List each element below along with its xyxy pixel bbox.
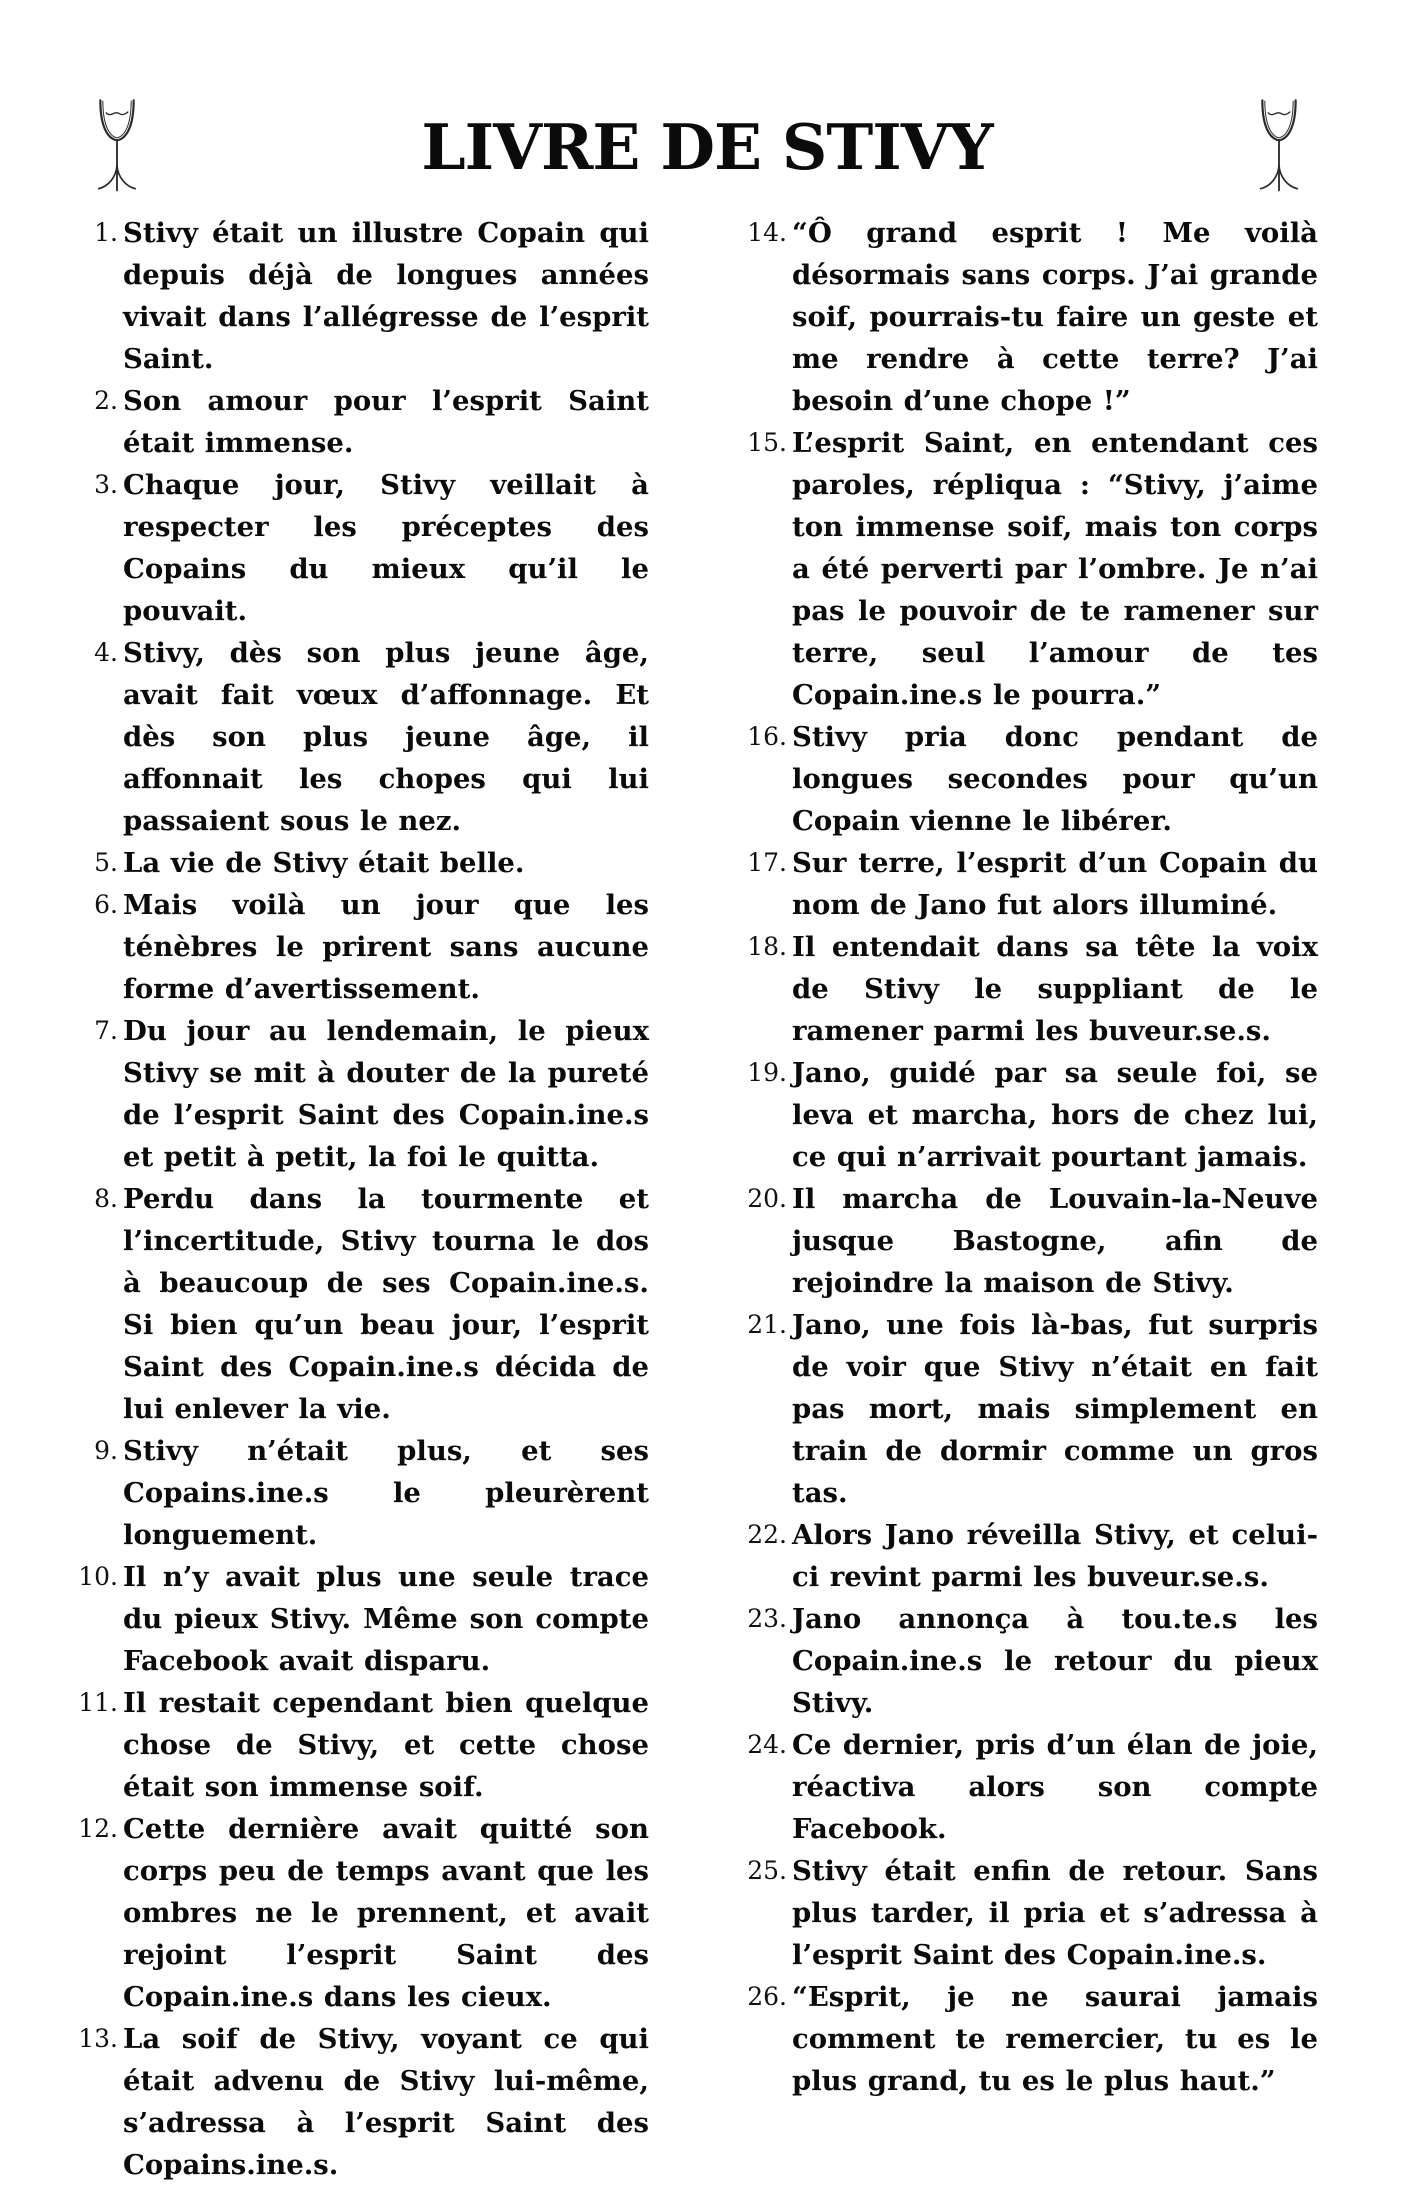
verse-item [78,842,649,884]
two-column-text [0,160,1414,2186]
verse-item [747,1514,1318,1598]
verse-item [78,1808,649,2018]
verse-number: 21. [747,1310,787,1339]
verse-number: 22. [747,1520,787,1549]
verse-item [747,1850,1318,1976]
verse-text: Chaque jour, Stivy veillait à respecter les préceptes des Copains du mieux qu’il le pouvait. [123,469,649,627]
verse-number: 18. [747,932,787,961]
verse-item [747,842,1318,926]
verse-text: Jano, guidé par sa seule foi, se leva et marcha, hors de chez lui, ce qui n’arrivait pourtant jamais. [792,1057,1318,1173]
verse-item [78,380,649,464]
verse-text: Jano annonça à tou.te.s les Copain.ine.s le retour du pieux Stivy. [792,1603,1318,1719]
verse-number: 13. [78,2024,118,2053]
verse-number: 1. [94,218,118,247]
verse-text: Stivy pria donc pendant de longues secondes pour qu’un Copain vienne le libérer. [792,721,1318,837]
verse-text: La vie de Stivy était belle. [123,847,525,879]
verse-number: 9. [94,1436,118,1465]
wine-glass-icon [1254,96,1304,198]
verse-number: 5. [94,848,118,877]
verse-item [747,926,1318,1052]
verse-number: 6. [94,890,118,919]
verse-item [78,464,649,632]
verse-text: Perdu dans la tourmente et l’incertitude, Stivy tourna le dos à beaucoup de ses Copain.ine.s. Si bien qu’un beau jour, l’esprit Saint des Copain.ine.s décida de lui enlever la vie. [123,1183,649,1425]
verse-text: Ce dernier, pris d’un élan de joie, réactiva alors son compte Facebook. [792,1729,1318,1845]
verse-text: Cette dernière avait quitté son corps peu de temps avant que les ombres ne le prennent, et avait rejoint l’esprit Saint des Copain.ine.s dans les cieux. [123,1813,649,2013]
verse-item [78,1430,649,1556]
verse-item [747,1178,1318,1304]
verse-number: 4. [94,638,118,667]
verse-text: Du jour au lendemain, le pieux Stivy se mit à douter de la pureté de l’esprit Saint des Copain.ine.s et petit à petit, la foi le quitta. [123,1015,649,1173]
verse-number: 10. [78,1562,118,1591]
verse-number: 25. [747,1856,787,1885]
verse-number: 8. [94,1184,118,1213]
verse-item [78,884,649,1010]
verse-item [747,1598,1318,1724]
verse-number: 23. [747,1604,787,1633]
verse-number: 16. [747,722,787,751]
verse-list-right [747,212,1318,2186]
verse-item [747,422,1318,716]
verse-number: 24. [747,1730,787,1759]
verse-text: Alors Jano réveilla Stivy, et celui-ci revint parmi les buveur.se.s. [792,1519,1318,1593]
verse-text: Il marcha de Louvain-la-Neuve jusque Bastogne, afin de rejoindre la maison de Stivy. [792,1183,1318,1299]
verse-text: L’esprit Saint, en entendant ces paroles, répliqua : “Stivy, j’aime ton immense soif, mais ton corps a été perverti par l’ombre. Je n’ai pas le pouvoir de te ramener sur terre, seul l’amour de tes Copain.ine.s le pourra.” [792,427,1318,711]
verse-item [747,1304,1318,1514]
verse-text: Il restait cependant bien quelque chose de Stivy, et cette chose était son immense soif. [123,1687,649,1803]
verse-item [78,1682,649,1808]
verse-item [747,1724,1318,1850]
verse-text: La soif de Stivy, voyant ce qui était advenu de Stivy lui-même, s’adressa à l’esprit Saint des Copains.ine.s. [123,2023,649,2181]
verse-item [78,1178,649,1430]
verse-item [78,2018,649,2186]
verse-item [78,212,649,380]
verse-number: 15. [747,428,787,457]
verse-item [747,212,1318,422]
verse-text: Sur terre, l’esprit d’un Copain du nom de Jano fut alors illuminé. [792,847,1318,921]
verse-text: Mais voilà un jour que les ténèbres le prirent sans aucune forme d’avertissement. [123,889,649,1005]
verse-text: Jano, une fois là-bas, fut surpris de voir que Stivy n’était en fait pas mort, mais simplement en train de dormir comme un gros tas. [792,1309,1318,1509]
verse-number: 17. [747,848,787,877]
verse-number: 14. [747,218,787,247]
verse-item [747,1052,1318,1178]
verse-text: “Ô grand esprit ! Me voilà désormais sans corps. J’ai grande soif, pourrais-tu faire un geste et me rendre à cette terre? J’ai besoin d’une chope !” [792,217,1318,417]
verse-text: Stivy était un illustre Copain qui depuis déjà de longues années vivait dans l’allégresse de l’esprit Saint. [123,217,649,375]
page-title: LIVRE DE STIVY [421,110,993,185]
verse-number: 19. [747,1058,787,1087]
verse-text: Stivy, dès son plus jeune âge, avait fait vœux d’affonnage. Et dès son plus jeune âge, il affonnait les chopes qui lui passaient sous le nez. [123,637,649,837]
verse-item [78,632,649,842]
verse-text: “Esprit, je ne saurai jamais comment te remercier, tu es le plus grand, tu es le plus haut.” [792,1981,1318,2097]
verse-number: 7. [94,1016,118,1045]
verse-item [78,1010,649,1178]
verse-text: Stivy n’était plus, et ses Copains.ine.s le pleurèrent longuement. [123,1435,649,1551]
verse-item [78,1556,649,1682]
verse-text: Il entendait dans sa tête la voix de Stivy le suppliant de le ramener parmi les buveur.se.s. [792,931,1318,1047]
verse-item [747,716,1318,842]
verse-text: Il n’y avait plus une seule trace du pieux Stivy. Même son compte Facebook avait disparu. [123,1561,649,1677]
verse-list-left [78,212,649,2186]
page-header [0,0,1414,185]
verse-number: 20. [747,1184,787,1213]
verse-item [747,1976,1318,2102]
verse-number: 2. [94,386,118,415]
verse-number: 26. [747,1982,787,2011]
verse-number: 3. [94,470,118,499]
verse-number: 12. [78,1814,118,1843]
verse-number: 11. [78,1688,118,1717]
verse-text: Son amour pour l’esprit Saint était immense. [123,385,649,459]
verse-text: Stivy était enfin de retour. Sans plus tarder, il pria et s’adressa à l’esprit Saint des Copain.ine.s. [792,1855,1318,1971]
